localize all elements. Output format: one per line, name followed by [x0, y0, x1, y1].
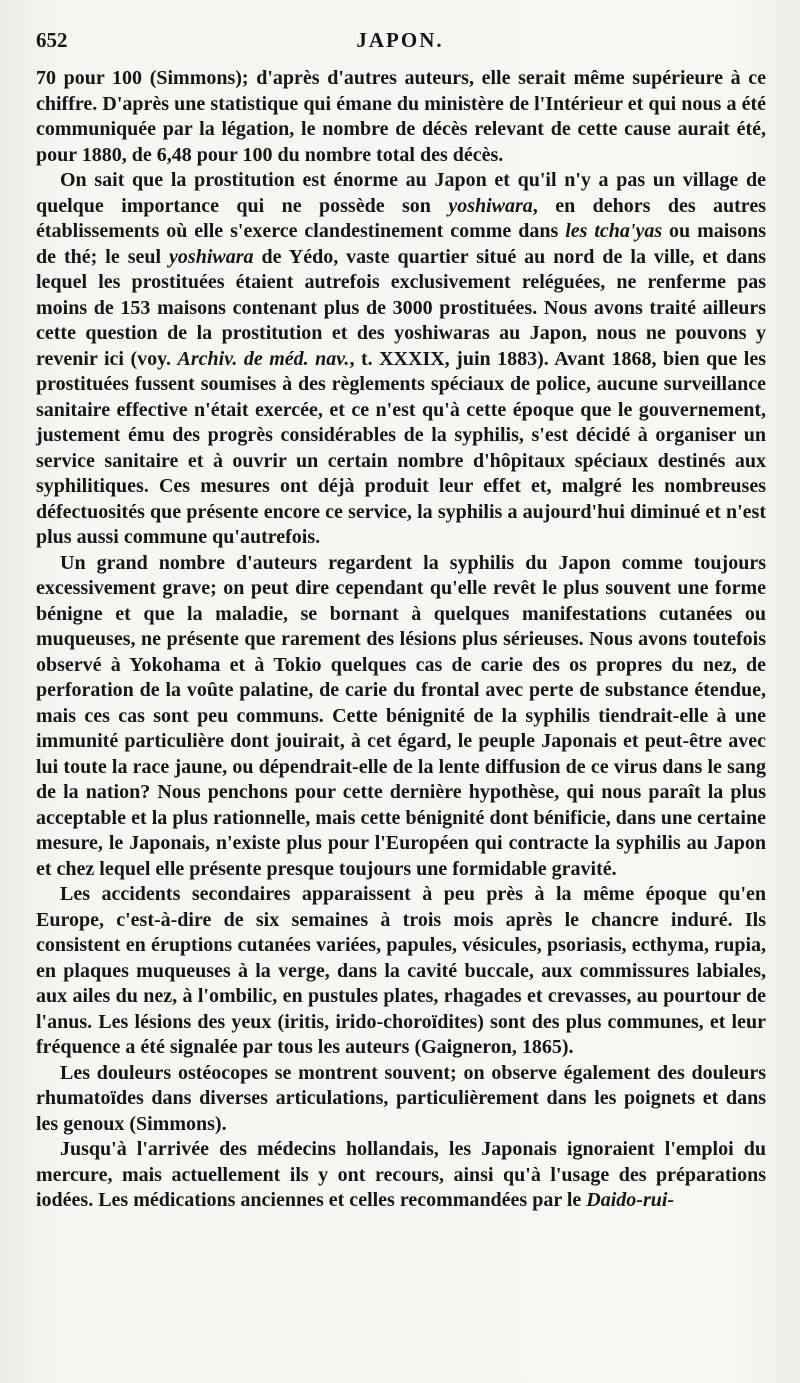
paragraph: [36, 1137, 766, 1214]
body-text: [36, 66, 766, 1214]
paragraph: Les accidents secondaires apparaissent à peu près à la même époque qu'en Europe, c'est-à-dire de six semaines à trois mois après le chancre induré. Ils consistent en éruptions cutanées variées, papules, vésicules, psoriasis, ecthyma, rupia, en plaques muqueuses à la verge, dans la cavité buccale, aux commissures labiales, aux ailes du nez, à l'ombilic, en pustules plates, rhagades et crevasses, au pourtour de l'anus. Les lésions des yeux (iritis, irido-choroïdites) sont des plus communes, et leur fréquence a été signalée par tous les auteurs (Gaigneron, 1865).: [36, 883, 766, 1058]
running-title: JAPON.: [356, 28, 444, 52]
paragraph: [36, 168, 766, 551]
text-run: de Yédo, vaste quartier situé au nord de la ville, et dans lequel les prostituées étaient autrefois exclusivement reléguées, ne renferme pas moins de 153 maisons contenant plus de 3000 prostituées. Nous avons traité ailleurs cette question de la prostitution et des yoshiwaras au Japon, nous ne pouvons y revenir ici (voy.: [36, 245, 767, 370]
text-run: ou maisons de thé; le seul: [36, 220, 767, 268]
paragraph: 70 pour 100 (Simmons); d'après d'autres auteurs, elle serait même supérieure à ce chiffre. D'après une statistique qui émane du ministère de l'Intérieur et qui nous a été communiquée par la légation, le nombre de décès relevant de cette cause aurait été, pour 1880, de 6,48 pour 100 du nombre total des décès.: [36, 67, 766, 166]
italic-title: Daido-rui-: [586, 1189, 675, 1211]
text-run: , t. XXXIX, juin 1883). Avant 1868, bien que les prostituées fussent soumises à des règlements spéciaux de police, aucune surveillance sanitaire effective n'était exercée, et ce n'est qu'à cette époque que le gouvernement, justement ému des progrès considérables de la syphilis, s'est décidé à organiser un service sanitaire et à ouvrir un certain nombre d'hôpitaux spéciaux destinés aux syphilitiques. Ces mesures ont déjà produit leur effet et, malgré les nombreuses défectuosités que présente encore ce service, la syphilis a aujourd'hui diminué et n'est plus aussi commune qu'autrefois.: [36, 347, 766, 548]
text-run: On sait que la prostitution est énorme au Japon et qu'il n'y a pas un village de quelque importance qui ne possède son: [36, 169, 766, 217]
italic-citation: Archiv. de méd. nav.: [177, 347, 350, 370]
paragraph: Les douleurs ostéocopes se montrent souvent; on observe également des douleurs rhumatoïdes dans diverses articulations, particulièrement dans les poignets et dans les genoux (Simmons).: [36, 1061, 766, 1135]
italic-term: les tcha'yas: [565, 220, 663, 242]
page-number: 652: [36, 28, 68, 52]
paragraph: Un grand nombre d'auteurs regardent la syphilis du Japon comme toujours excessivement grave; on peut dire cependant qu'elle revêt le plus souvent une forme bénigne et que la maladie, se bornant à quelques manifestations cutanées ou muqueuses, ne présente que rarement des lésions plus sérieuses. Nous avons toutefois observé à Yokohama et à Tokio quelques cas de carie des os propres du nez, de perforation de la voûte palatine, de carie du frontal avec perte de substance étendue, mais ces cas sont peu communs. Cette bénignité de la syphilis tiendrait-elle à une immunité particulière dont jouirait, à cet égard, le peuple Japonais et peut-être avec lui toute la race jaune, ou dépendrait-elle de la lente diffusion de ce virus dans le sang de la nation? Nous penchons pour cette dernière hypothèse, qui nous paraît la plus acceptable et la plus rationnelle, mais cette bénignité dont bénificie, dans une certaine mesure, le Japonais, n'existe plus pour l'Européen qui contracte la syphilis au Japon et chez lequel elle présente presque toujours une formidable gravité.: [36, 551, 766, 880]
running-header: [36, 28, 764, 62]
italic-term: yoshiwara: [169, 245, 254, 268]
text-run: , en dehors des autres établissements où elle s'exerce clandestinement comme dans: [36, 194, 766, 242]
text-run: Jusqu'à l'arrivée des médecins hollandais, les Japonais ignoraient l'emploi du mercure, mais actuellement ils y ont recours, ainsi qu'à l'usage des préparations iodées. Les médications anciennes et celles recommandées par le: [36, 1138, 766, 1211]
italic-term: yoshiwara: [448, 194, 533, 217]
